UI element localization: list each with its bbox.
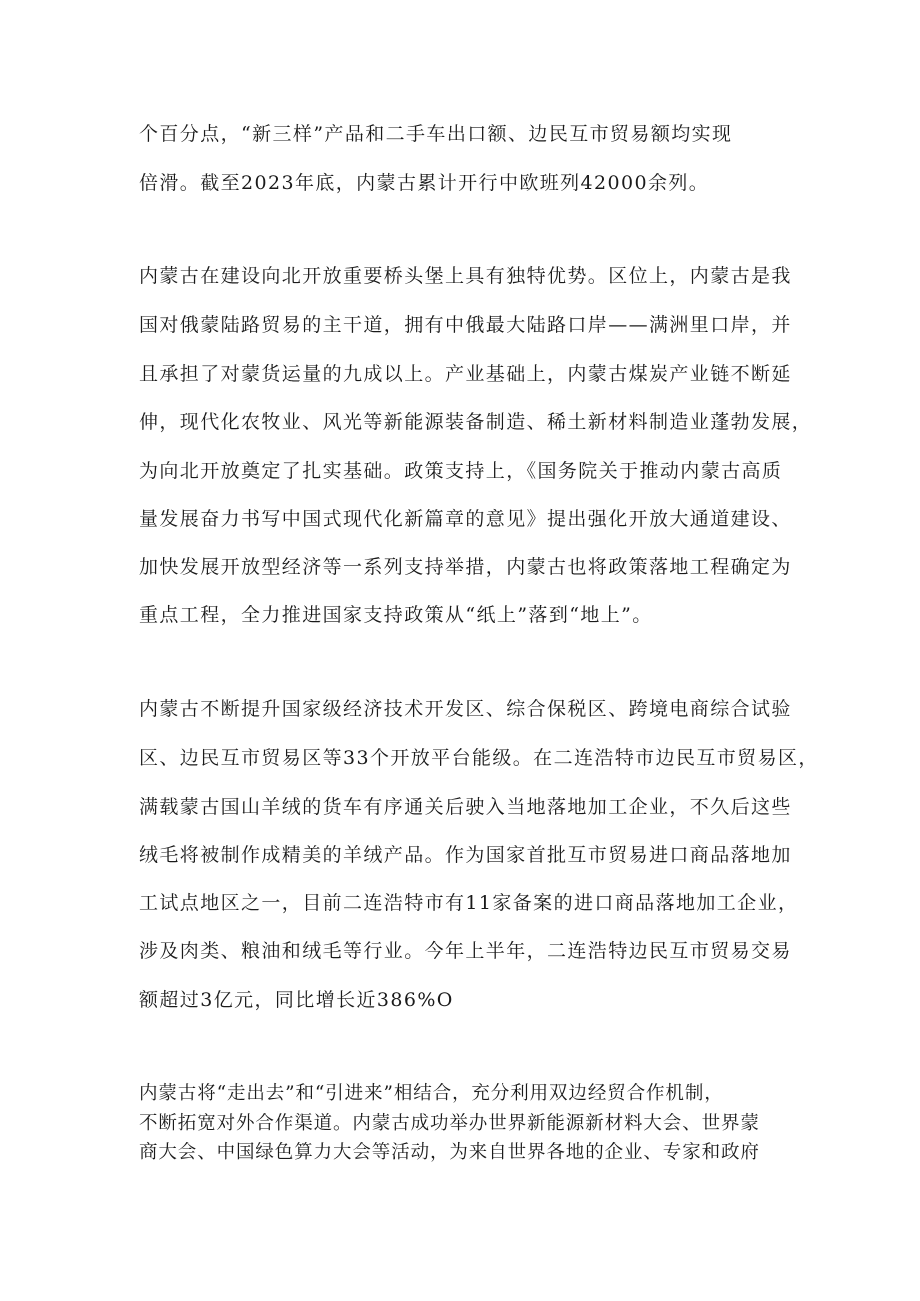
- paragraph-line: 涉及肉类、粮油和绒毛等行业。今年上半年，二连浩特边民互市贸易交易: [139, 940, 792, 962]
- paragraph-line: 内蒙古将“走出去”和“引进来”相结合，充分利用双边经贸合作机制，: [139, 1083, 724, 1104]
- paragraph-line: 满载蒙古国山羊绒的货车有序通关后驶入当地落地加工企业，不久后这些: [139, 796, 792, 818]
- paragraph-line: 内蒙古在建设向北开放重要桥头堡上具有独特优势。区位上，内蒙古是我: [139, 265, 792, 287]
- paragraph-line: 商大会、中国绿色算力大会等活动，为来自世界各地的企业、专家和政府: [139, 1142, 760, 1163]
- paragraph-line: 加快发展开放型经济等一系列支持举措，内蒙古也将政策落地工程确定为: [139, 556, 792, 578]
- paragraph-line: 绒毛将被制作成精美的羊绒产品。作为国家首批互市贸易进口商品落地加: [139, 844, 792, 866]
- paragraph-line: 伸，现代化农牧业、风光等新能源装备制造、稀土新材料制造业蓬勃发展，: [139, 411, 813, 433]
- paragraph-line: 量发展奋力书写中国式现代化新篇章的意见》提出强化开放大通道建设、: [139, 508, 792, 530]
- paragraph-line: 个百分点，“新三样”产品和二手车出口额、边民互市贸易额均实现: [139, 123, 733, 145]
- paragraph-line: 且承担了对蒙货运量的九成以上。产业基础上，内蒙古煤炭产业链不断延: [139, 363, 792, 385]
- paragraph-line: 工试点地区之一，目前二连浩特市有11家备案的进口商品落地加工企业，: [139, 892, 799, 914]
- paragraph-line: 额超过3亿元，同比增长近386%O: [139, 989, 454, 1011]
- paragraph-line: 内蒙古不断提升国家级经济技术开发区、综合保税区、跨境电商综合试验: [139, 698, 792, 720]
- paragraph-line: 重点工程，全力推进国家支持政策从“纸上”落到“地上”。: [139, 604, 653, 626]
- paragraph-line: 区、边民互市贸易区等33个开放平台能级。在二连浩特市边民互市贸易区，: [139, 747, 819, 769]
- paragraph-line: 为向北开放奠定了扎实基础。政策支持上，《国务院关于推动内蒙古高质: [139, 460, 783, 482]
- paragraph-line: 不断拓宽对外合作渠道。内蒙古成功举办世界新能源新材料大会、世界蒙: [139, 1113, 760, 1134]
- paragraph-line: 倍滑。截至2023年底，内蒙古累计开行中欧班列42000余列。: [139, 172, 710, 194]
- paragraph-line: 国对俄蒙陆路贸易的主干道，拥有中俄最大陆路口岸——满洲里口岸，并: [139, 314, 792, 336]
